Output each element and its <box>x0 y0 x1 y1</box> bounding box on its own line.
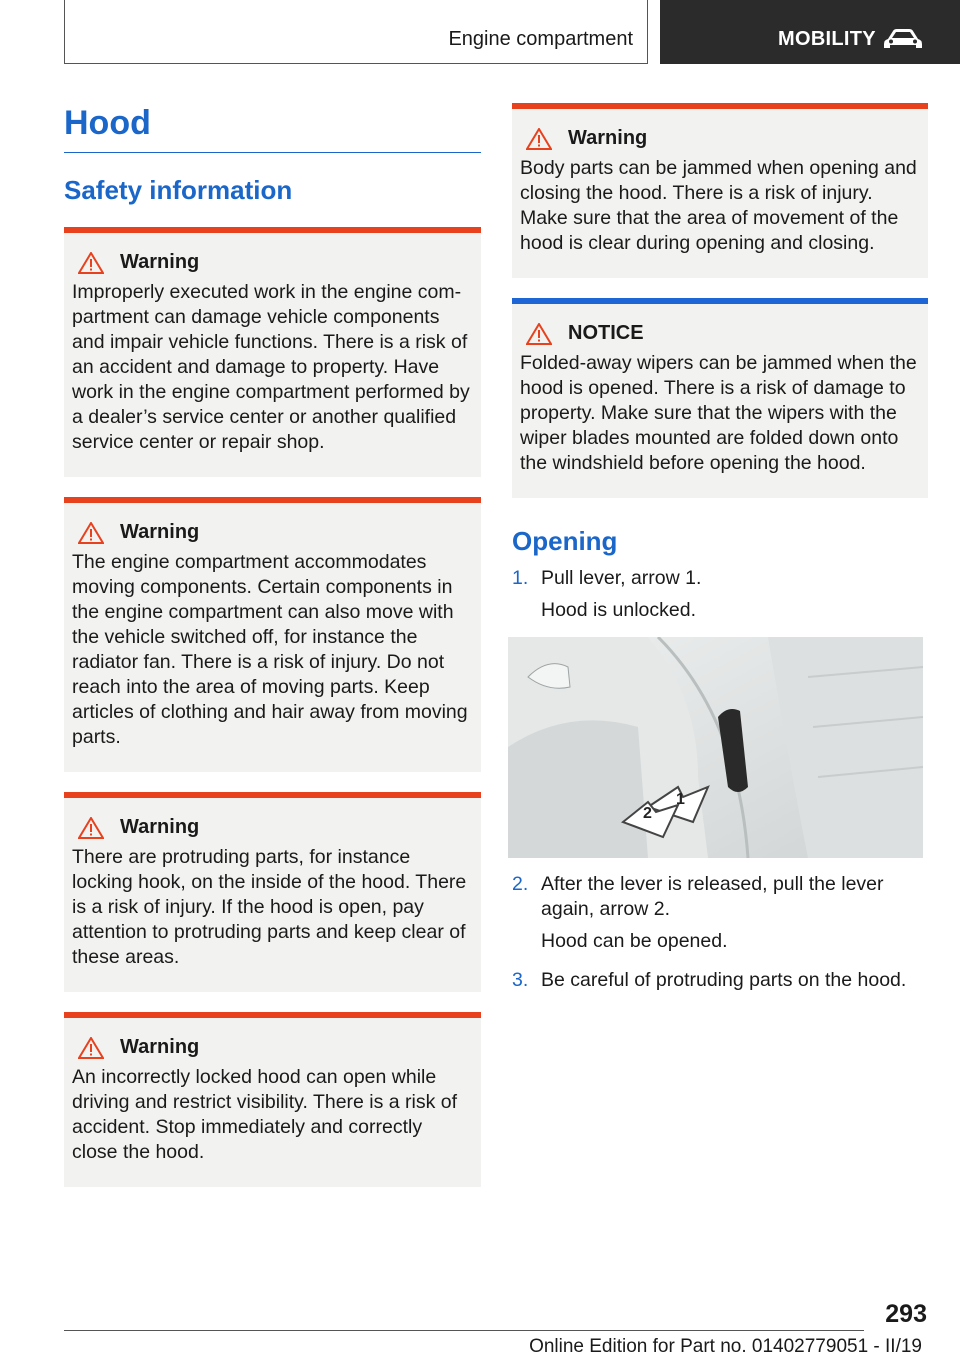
step-item <box>512 968 928 993</box>
notice-text: Improperly executed work in the engine compartment can damage vehicle components and impair vehicle functions. There is a risk of an accident and damage to property. Have work in the engine compartment performed by a dealer’s service center or another qualified service center or repair shop. <box>72 281 470 453</box>
header-brand-label: MOBILITY <box>778 28 876 50</box>
right-column <box>512 103 928 993</box>
warning-box <box>64 497 481 772</box>
notice-text: An incorrectly locked hood can open while driving and restrict visibility. There is a risk of accident. Stop immediately and correctly close the hood. <box>72 1066 458 1163</box>
footer-divider <box>64 1330 864 1331</box>
warning-box <box>64 792 481 992</box>
warning-triangle-icon <box>78 1037 104 1059</box>
hood-lever-drawing <box>508 637 923 858</box>
header-brand-box <box>660 0 960 64</box>
step-text: Pull lever, arrow 1. <box>541 567 702 589</box>
warning-triangle-icon <box>526 128 552 150</box>
warning-triangle-icon <box>78 252 104 274</box>
warning-triangle-icon <box>78 522 104 544</box>
arrow-label-1: 1 <box>676 791 685 808</box>
footer-edition: Online Edition for Part no. 01402779051 - II/19 <box>529 1336 922 1357</box>
step-text: Be careful of protruding parts on the hood. <box>541 969 907 991</box>
header-section-box <box>64 0 648 64</box>
step-result: Hood is unlocked. <box>541 599 697 621</box>
notice-heading <box>72 1036 473 1059</box>
notice-heading <box>72 816 473 839</box>
notice-heading <box>72 521 473 544</box>
notice-text: Body parts can be jammed when opening and closing the hood. There is a risk of injury. Make sure that the area of movement of the hood is clear during opening and closing. <box>520 157 917 254</box>
step-item <box>512 566 928 623</box>
left-column <box>64 96 481 1187</box>
section-title-safety: Safety information <box>64 175 293 205</box>
step-result: Hood can be opened. <box>541 930 728 952</box>
page-title: Hood <box>64 96 481 153</box>
arrow-label-2: 2 <box>643 805 652 822</box>
step-text: After the lever is released, pull the lever again, arrow 2. <box>541 873 884 920</box>
warning-triangle-icon <box>526 323 552 345</box>
notice-heading <box>520 322 920 345</box>
warning-box <box>64 1012 481 1187</box>
section-title-opening: Opening <box>512 526 618 556</box>
notice-text: Folded-away wipers can be jammed when the hood is opened. There is a risk of damage to property. Make sure that the wipers with the wiper blades mounted are folded down onto the windshield before opening the hood. <box>520 352 917 474</box>
notice-text: The engine compartment accommodates moving components. Certain components in the engine compartment can also move with the vehicle switched off, for instance the radiator fan. There is a risk of injury. Do not reach into the area of moving parts. Keep articles of clothing and hair away from moving parts. <box>72 551 468 748</box>
notice-label: Warning <box>120 816 200 838</box>
notice-label: Warning <box>120 251 200 273</box>
step-number: 1. <box>512 567 529 589</box>
header-section-title: Engine compartment <box>448 28 633 50</box>
step-number: 2. <box>512 873 529 895</box>
warning-box <box>512 103 928 278</box>
notice-label: NOTICE <box>568 322 644 344</box>
notice-label: Warning <box>120 1036 200 1058</box>
step-item <box>512 872 928 954</box>
notice-text: There are protruding parts, for instance locking hook, on the inside of the hood. There is a risk of injury. If the hood is open, pay attention to protruding parts and keep clear of these areas. <box>72 846 467 968</box>
step-number: 3. <box>512 969 529 991</box>
page-number: 293 <box>885 1300 927 1328</box>
warning-triangle-icon <box>78 817 104 839</box>
opening-steps <box>512 566 928 623</box>
car-icon <box>882 27 924 53</box>
notice-label: Warning <box>120 521 200 543</box>
notice-heading <box>520 127 920 150</box>
opening-steps-continued <box>512 872 928 993</box>
notice-box <box>512 298 928 498</box>
warning-box <box>64 227 481 477</box>
hood-lever-illustration <box>508 637 923 858</box>
notice-label: Warning <box>568 127 648 149</box>
notice-heading <box>72 251 473 274</box>
